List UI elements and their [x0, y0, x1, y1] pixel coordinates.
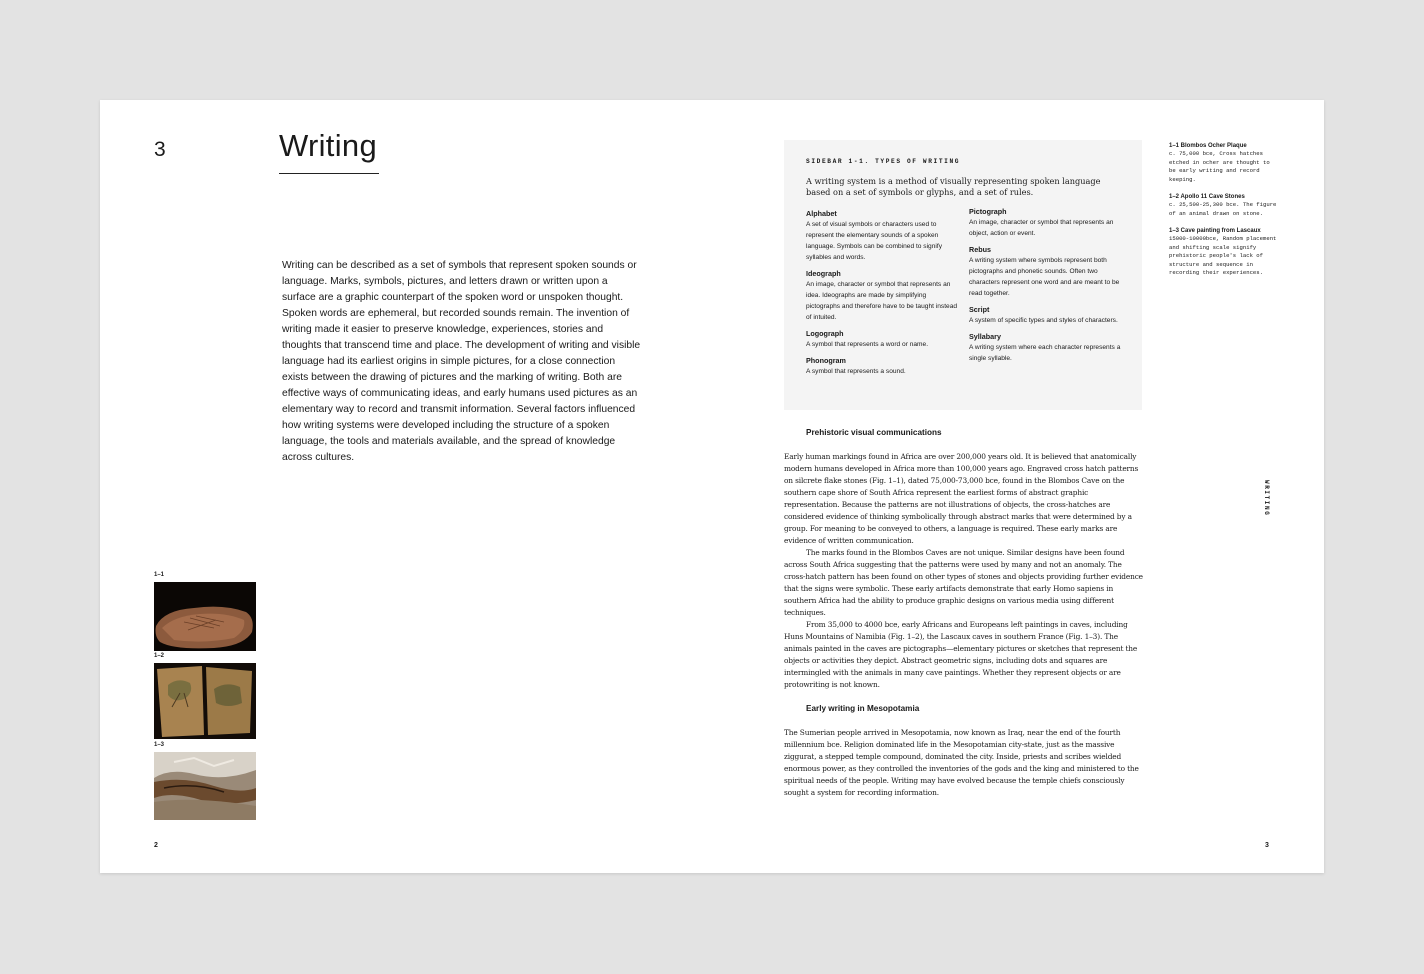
- body-paragraph: From 35,000 to 4000 bce, early Africans and Europeans left paintings in caves, including Huns Mountains of Namibia (Fig. 1–2), the Lascaux caves in southern France (Fig. 1–3). The animals painted in the caves are pictographs—elementary pictures or sketches that represent the objects or activities they depict. Abstract geometric signs, including dots and squares are intermingled with the animals in many cave paintings. Whether they represent objects or are protowriting is not known.: [784, 620, 1138, 689]
- caption-text: c. 75,000 bce, Cross hatches etched in ocher are thought to be early writing and record keeping.: [1169, 150, 1270, 183]
- term-entry: [969, 332, 1125, 364]
- term-entry: [806, 356, 962, 377]
- term-entry: [806, 209, 962, 263]
- body-paragraph: Early human markings found in Africa are over 200,000 years old. It is believed that anatomically modern humans developed in Africa more than 100,000 years ago. Engraved cross hatch patterns on silcrete flake stones (Fig. 1–1), dated 75,000-73,000 bce, found in the Blombos Cave on the southern cape shore of South Africa represent the earliest forms of abstract graphic representation. Because the patterns are not illustrations of objects, the cross-hatches are considered evidence of thinking symbolically through abstract marks that were determined by a group. For meaning to be conveyed to others, a language is required. These early marks are evidence of written communication.: [784, 452, 1139, 545]
- caption-entry: [1169, 193, 1279, 218]
- caption-title: 1–1 Blombos Ocher Plaque: [1169, 143, 1247, 149]
- term-definition: An image, character or symbol that represents an idea. Ideographs are made by simplifying pictographs and therefore have to be taught instead of intuited.: [806, 281, 958, 321]
- term-definition: An image, character or symbol that represents an object, action or event.: [969, 219, 1114, 237]
- body-paragraph: The Sumerian people arrived in Mesopotamia, now known as Iraq, near the end of the fourth millennium bce. Religion dominated life in the Mesopotamian city-state, just as the massive ziggurat, a stepped temple compound, dominated the city. Inside, priests and scribes wielded enormous power, as they controlled the inventories of the gods and the king and ministered to the spiritual needs of the people. Writing may have evolved because the temple chiefs consciously sought a system for recording information.: [784, 728, 1139, 797]
- term-definition: A writing system where symbols represent both pictographs and phonetic sounds. Often two characters represent one word and are meant to be read together.: [969, 257, 1120, 297]
- term-definition: A writing system where each character represents a single syllable.: [969, 344, 1121, 362]
- sidebar-right-column: [969, 207, 1125, 370]
- term-name: Ideograph: [806, 269, 841, 278]
- term-entry: [806, 329, 962, 350]
- sidebar-types-of-writing: [784, 140, 1142, 410]
- caption-entry: [1169, 227, 1279, 278]
- figure-image-lascaux: [154, 752, 256, 820]
- left-folio: 2: [154, 842, 158, 849]
- sidebar-heading: SIDEBAR 1-1. TYPES OF WRITING: [806, 158, 961, 165]
- term-name: Phonogram: [806, 356, 846, 365]
- section-body-mesopotamia: [784, 727, 1144, 799]
- sidebar-intro: A writing system is a method of visually representing spoken language based on a set of symbols or glyphs, and a set of rules.: [806, 176, 1101, 197]
- figure-label-3: 1–3: [154, 742, 165, 748]
- term-definition: A symbol that represents a word or name.: [806, 341, 929, 348]
- section-heading-mesopotamia: Early writing in Mesopotamia: [806, 704, 920, 713]
- chapter-number: 3: [154, 138, 166, 161]
- caption-text: c. 25,500-25,300 bce. The figure of an animal drawn on stone.: [1169, 201, 1277, 217]
- term-name: Rebus: [969, 245, 991, 254]
- section-heading-prehistoric: Prehistoric visual communications: [806, 428, 942, 437]
- body-paragraph: The marks found in the Blombos Caves are not unique. Similar designs have been found across South Africa suggesting that the patterns were used by many and not an anomaly. The cross-hatch pattern has been found on other types of stones and objects providing further evidence that the signs were symbolic. These early artifacts demonstrate that early Homo sapiens in southern Africa had the ability to produce graphic designs on various media using different techniques.: [784, 548, 1143, 617]
- caption-title: 1–3 Cave painting from Lascaux: [1169, 228, 1261, 234]
- running-head: WRITING: [1263, 480, 1270, 517]
- intro-paragraph: Writing can be described as a set of symbols that represent spoken sounds or language. Marks, symbols, pictures, and letters drawn or written upon a surface are a graphic counterpart of the spoken word or unspoken thought. Spoken words are ephemeral, but recorded sounds remain. The invention of writing made it easier to preserve knowledge, experiences, stories and thoughts that transcend time and place. The development of writing and visible language had its earliest origins in simple pictures, for a close connection exists between the drawing of pictures and the marking of writing. Both are effective ways of communicating ideas, and early humans used pictures as an elementary way to record and transmit information. Several factors influenced how writing systems were developed including the structure of a spoken language, the tools and materials available, and the spread of knowledge across cultures.: [282, 260, 641, 463]
- caption-text: 15000-10000bce, Random placement and shifting scale signify prehistoric people's lack of structure and sequence in recording their experiences.: [1169, 235, 1277, 276]
- book-spread: [100, 100, 1324, 873]
- figure-label-1: 1–1: [154, 572, 165, 578]
- term-entry: [969, 207, 1125, 239]
- term-entry: [806, 269, 962, 323]
- term-name: Logograph: [806, 329, 844, 338]
- term-name: Syllabary: [969, 332, 1001, 341]
- term-definition: A system of specific types and styles of characters.: [969, 317, 1118, 324]
- term-entry: [969, 245, 1125, 299]
- figure-label-2: 1–2: [154, 653, 165, 659]
- chapter-title: Writing: [279, 128, 379, 174]
- figure-image-ocher-plaque: [154, 582, 256, 651]
- term-name: Script: [969, 305, 990, 314]
- section-body-prehistoric: [784, 451, 1144, 691]
- right-folio: 3: [1265, 842, 1269, 849]
- term-name: Pictograph: [969, 207, 1007, 216]
- term-definition: A set of visual symbols or characters used to represent the elementary sounds of a spoken language. Symbols can be combined to signify syllables and words.: [806, 221, 942, 261]
- term-entry: [969, 305, 1125, 326]
- term-definition: A symbol that represents a sound.: [806, 368, 906, 375]
- term-name: Alphabet: [806, 209, 837, 218]
- figure-image-cave-stones: [154, 663, 256, 739]
- figure-captions: [1169, 142, 1279, 287]
- caption-title: 1–2 Apollo 11 Cave Stones: [1169, 194, 1245, 200]
- sidebar-left-column: [806, 209, 962, 383]
- caption-entry: [1169, 142, 1279, 184]
